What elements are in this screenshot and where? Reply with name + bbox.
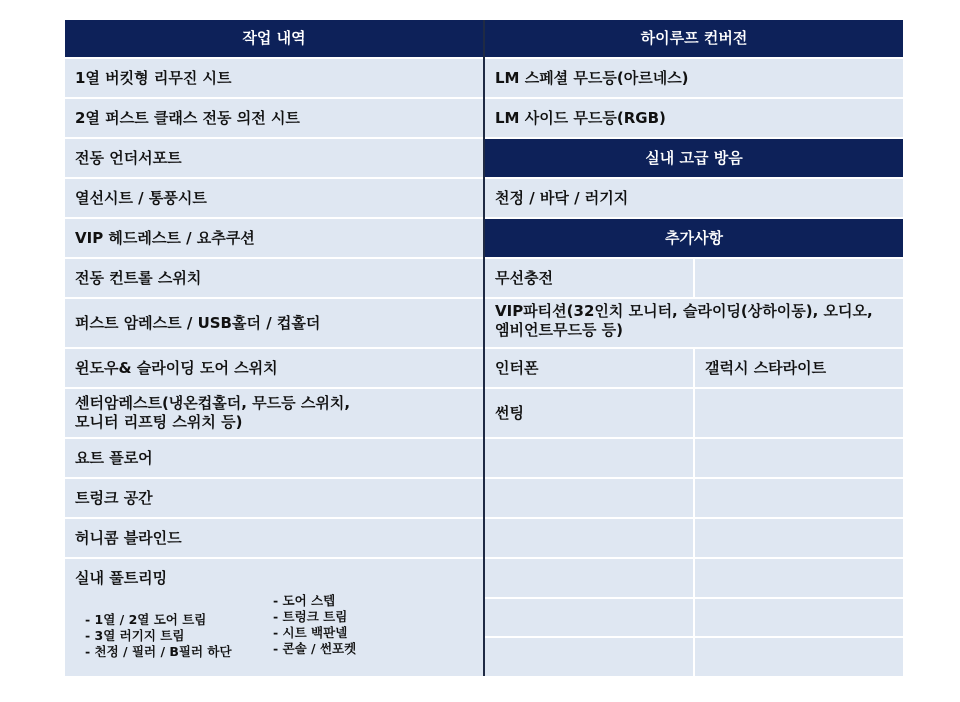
trim-item: - 천정 / 필러 / B필러 하단 [85, 644, 232, 659]
right-empty-cell [695, 259, 903, 297]
header-work-history: 작업 내역 [65, 20, 483, 57]
trim-item: - 시트 백판넬 [273, 625, 348, 640]
center-armrest-line-1: 센터암레스트(냉온컵홀더, 무드등 스위치, [75, 394, 351, 412]
right-row-side-mood: LM 사이드 무드등(RGB) [485, 99, 903, 137]
right-empty-cell [485, 638, 693, 676]
trim-item: - 콘솔 / 썬포켓 [273, 641, 357, 656]
right-empty-cell [695, 638, 903, 676]
right-empty-cell [485, 519, 693, 557]
right-empty-cell [485, 559, 693, 597]
right-row-ceiling-floor: 천정 / 바닥 / 러기지 [485, 179, 903, 217]
right-row-vip-partition [485, 299, 903, 347]
right-empty-cell [695, 389, 903, 437]
trim-item: - 도어 스텝 [273, 593, 336, 608]
trim-item: - 1열 / 2열 도어 트림 [85, 612, 207, 627]
left-row-5: VIP 헤드레스트 / 요추쿠션 [65, 219, 483, 257]
left-row-7: 퍼스트 암레스트 / USB홀더 / 컵홀더 [65, 299, 483, 347]
trim-list-col1 [85, 612, 232, 660]
left-row-3: 전동 언더서포트 [65, 139, 483, 177]
right-empty-cell [695, 479, 903, 517]
header-additions: 추가사항 [485, 219, 903, 257]
right-row-mood-ambient: LM 스페셜 무드등(아르네스) [485, 59, 903, 97]
header-interior-soundproof: 실내 고급 방음 [485, 139, 903, 177]
header-hilift-conversion: 하이루프 컨버전 [485, 20, 903, 57]
right-empty-cell [485, 599, 693, 636]
trim-item: - 3열 러기지 트림 [85, 628, 185, 643]
left-row-4: 열선시트 / 통풍시트 [65, 179, 483, 217]
left-row-1: 1열 버킷형 리무진 시트 [65, 59, 483, 97]
right-empty-cell [695, 439, 903, 477]
column-divider [483, 20, 485, 676]
center-armrest-line-2: 모니터 리프팅 스위치 등) [75, 413, 243, 431]
right-empty-cell [485, 439, 693, 477]
left-row-10: 요트 플로어 [65, 439, 483, 477]
right-empty-cell [695, 559, 903, 597]
right-empty-cell [695, 599, 903, 636]
left-row-11: 트렁크 공간 [65, 479, 483, 517]
right-empty-cell [485, 479, 693, 517]
full-trimming-title: 실내 풀트리밍 [75, 569, 168, 587]
trim-list-col2 [273, 593, 356, 657]
left-row-6: 전동 컨트롤 스위치 [65, 259, 483, 297]
right-empty-cell [695, 519, 903, 557]
left-row-9 [65, 389, 483, 437]
right-row-wireless-charge: 무선충전 [485, 259, 693, 297]
vip-partition-line-1: VIP파티션(32인치 모니터, 슬라이딩(상하이동), 오디오, [495, 302, 873, 320]
right-row-interphone: 인터폰 [485, 349, 693, 387]
left-row-2: 2열 퍼스트 클래스 전동 의전 시트 [65, 99, 483, 137]
vip-partition-line-2: 엠비언트무드등 등) [495, 321, 623, 339]
trim-item: - 트렁크 트림 [273, 609, 348, 624]
right-row-tinting: 썬팅 [485, 389, 693, 437]
left-row-12: 허니콤 블라인드 [65, 519, 483, 557]
spec-table [65, 20, 903, 676]
right-row-galaxy-starlight: 갤럭시 스타라이트 [695, 349, 903, 387]
left-row-8: 윈도우& 슬라이딩 도어 스위치 [65, 349, 483, 387]
